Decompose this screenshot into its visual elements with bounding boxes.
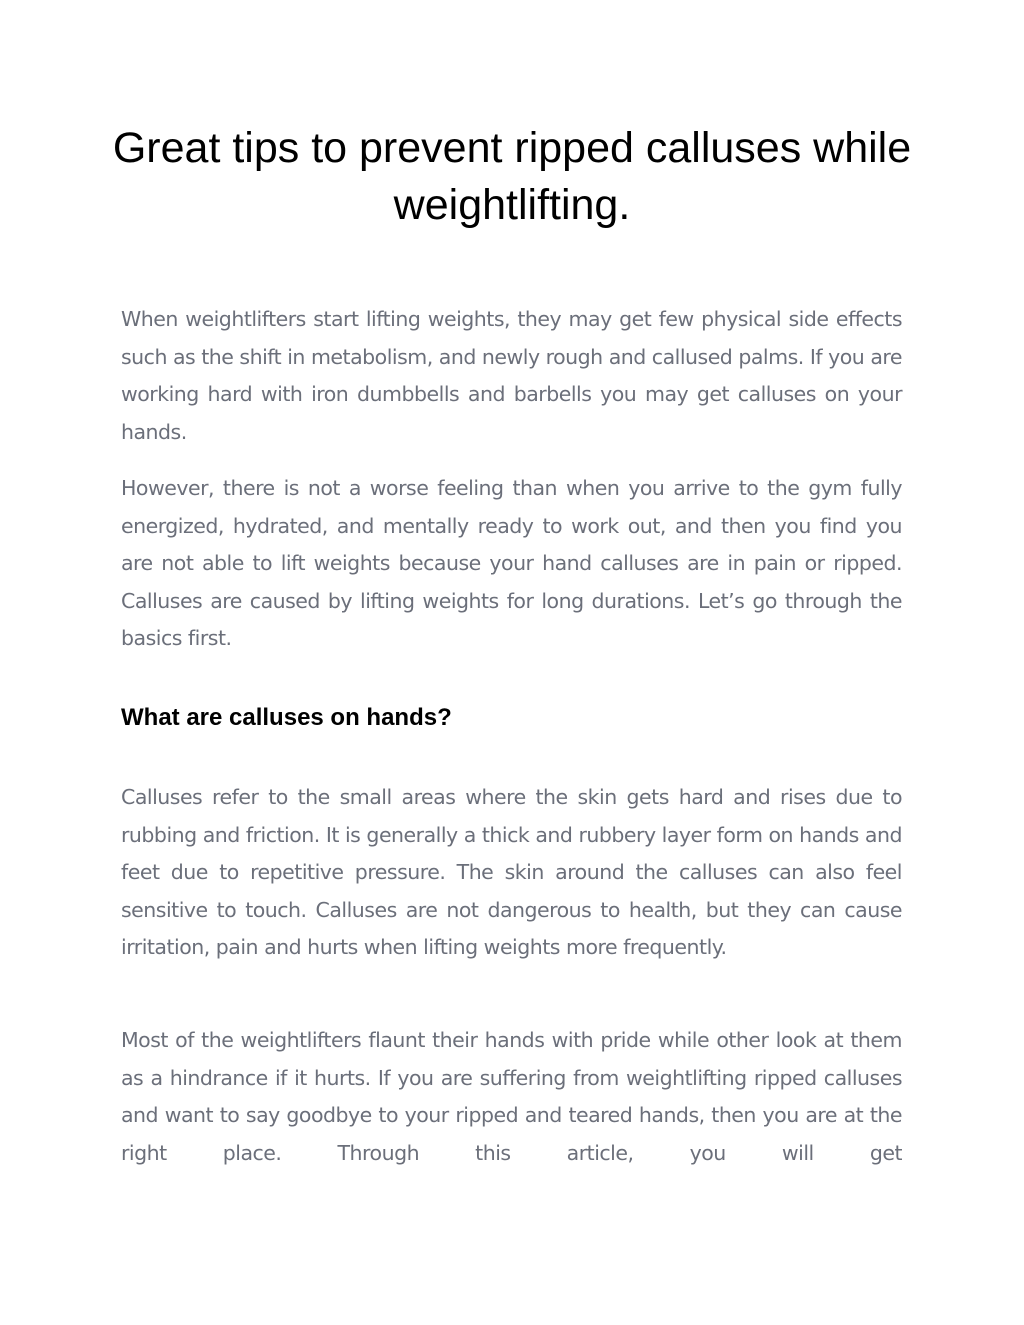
page-title: Great tips to prevent ripped calluses while weightlifting. <box>112 124 912 229</box>
section-paragraph-1: Calluses refer to the small areas where the skin gets hard and rises due to rubbing and friction. It is generally a thick and rubbery layer form on hands and feet due to repetitive pressure. The skin around the calluses can also feel sensitive to touch. Calluses are not dangerous to health, but they can cause irritation, pain and hurts when lifting weights more frequently. <box>121 785 902 959</box>
section-heading: What are calluses on hands? <box>121 704 452 731</box>
intro-paragraph-1: When weightlifters start lifting weights, they may get few physical side effects such as the shift in metabolism, and newly rough and callused palms. If you are working hard with iron dumbbells and barbells you may get calluses on your hands. <box>121 307 902 444</box>
intro-paragraph-2: However, there is not a worse feeling than when you arrive to the gym fully energized, hydrated, and mentally ready to work out, and then you find you are not able to lift weights because your hand calluses are in pain or ripped. Calluses are caused by lifting weights for long durations. Let’s go through the basics first. <box>121 476 902 650</box>
section-paragraph-2: Most of the weightlifters flaunt their hands with pride while other look at them as a hindrance if it hurts. If you are suffering from weightlifting ripped calluses and want to say goodbye to your ripped and teared hands, then you are at the right place. Through this article, you will get <box>121 1028 902 1165</box>
